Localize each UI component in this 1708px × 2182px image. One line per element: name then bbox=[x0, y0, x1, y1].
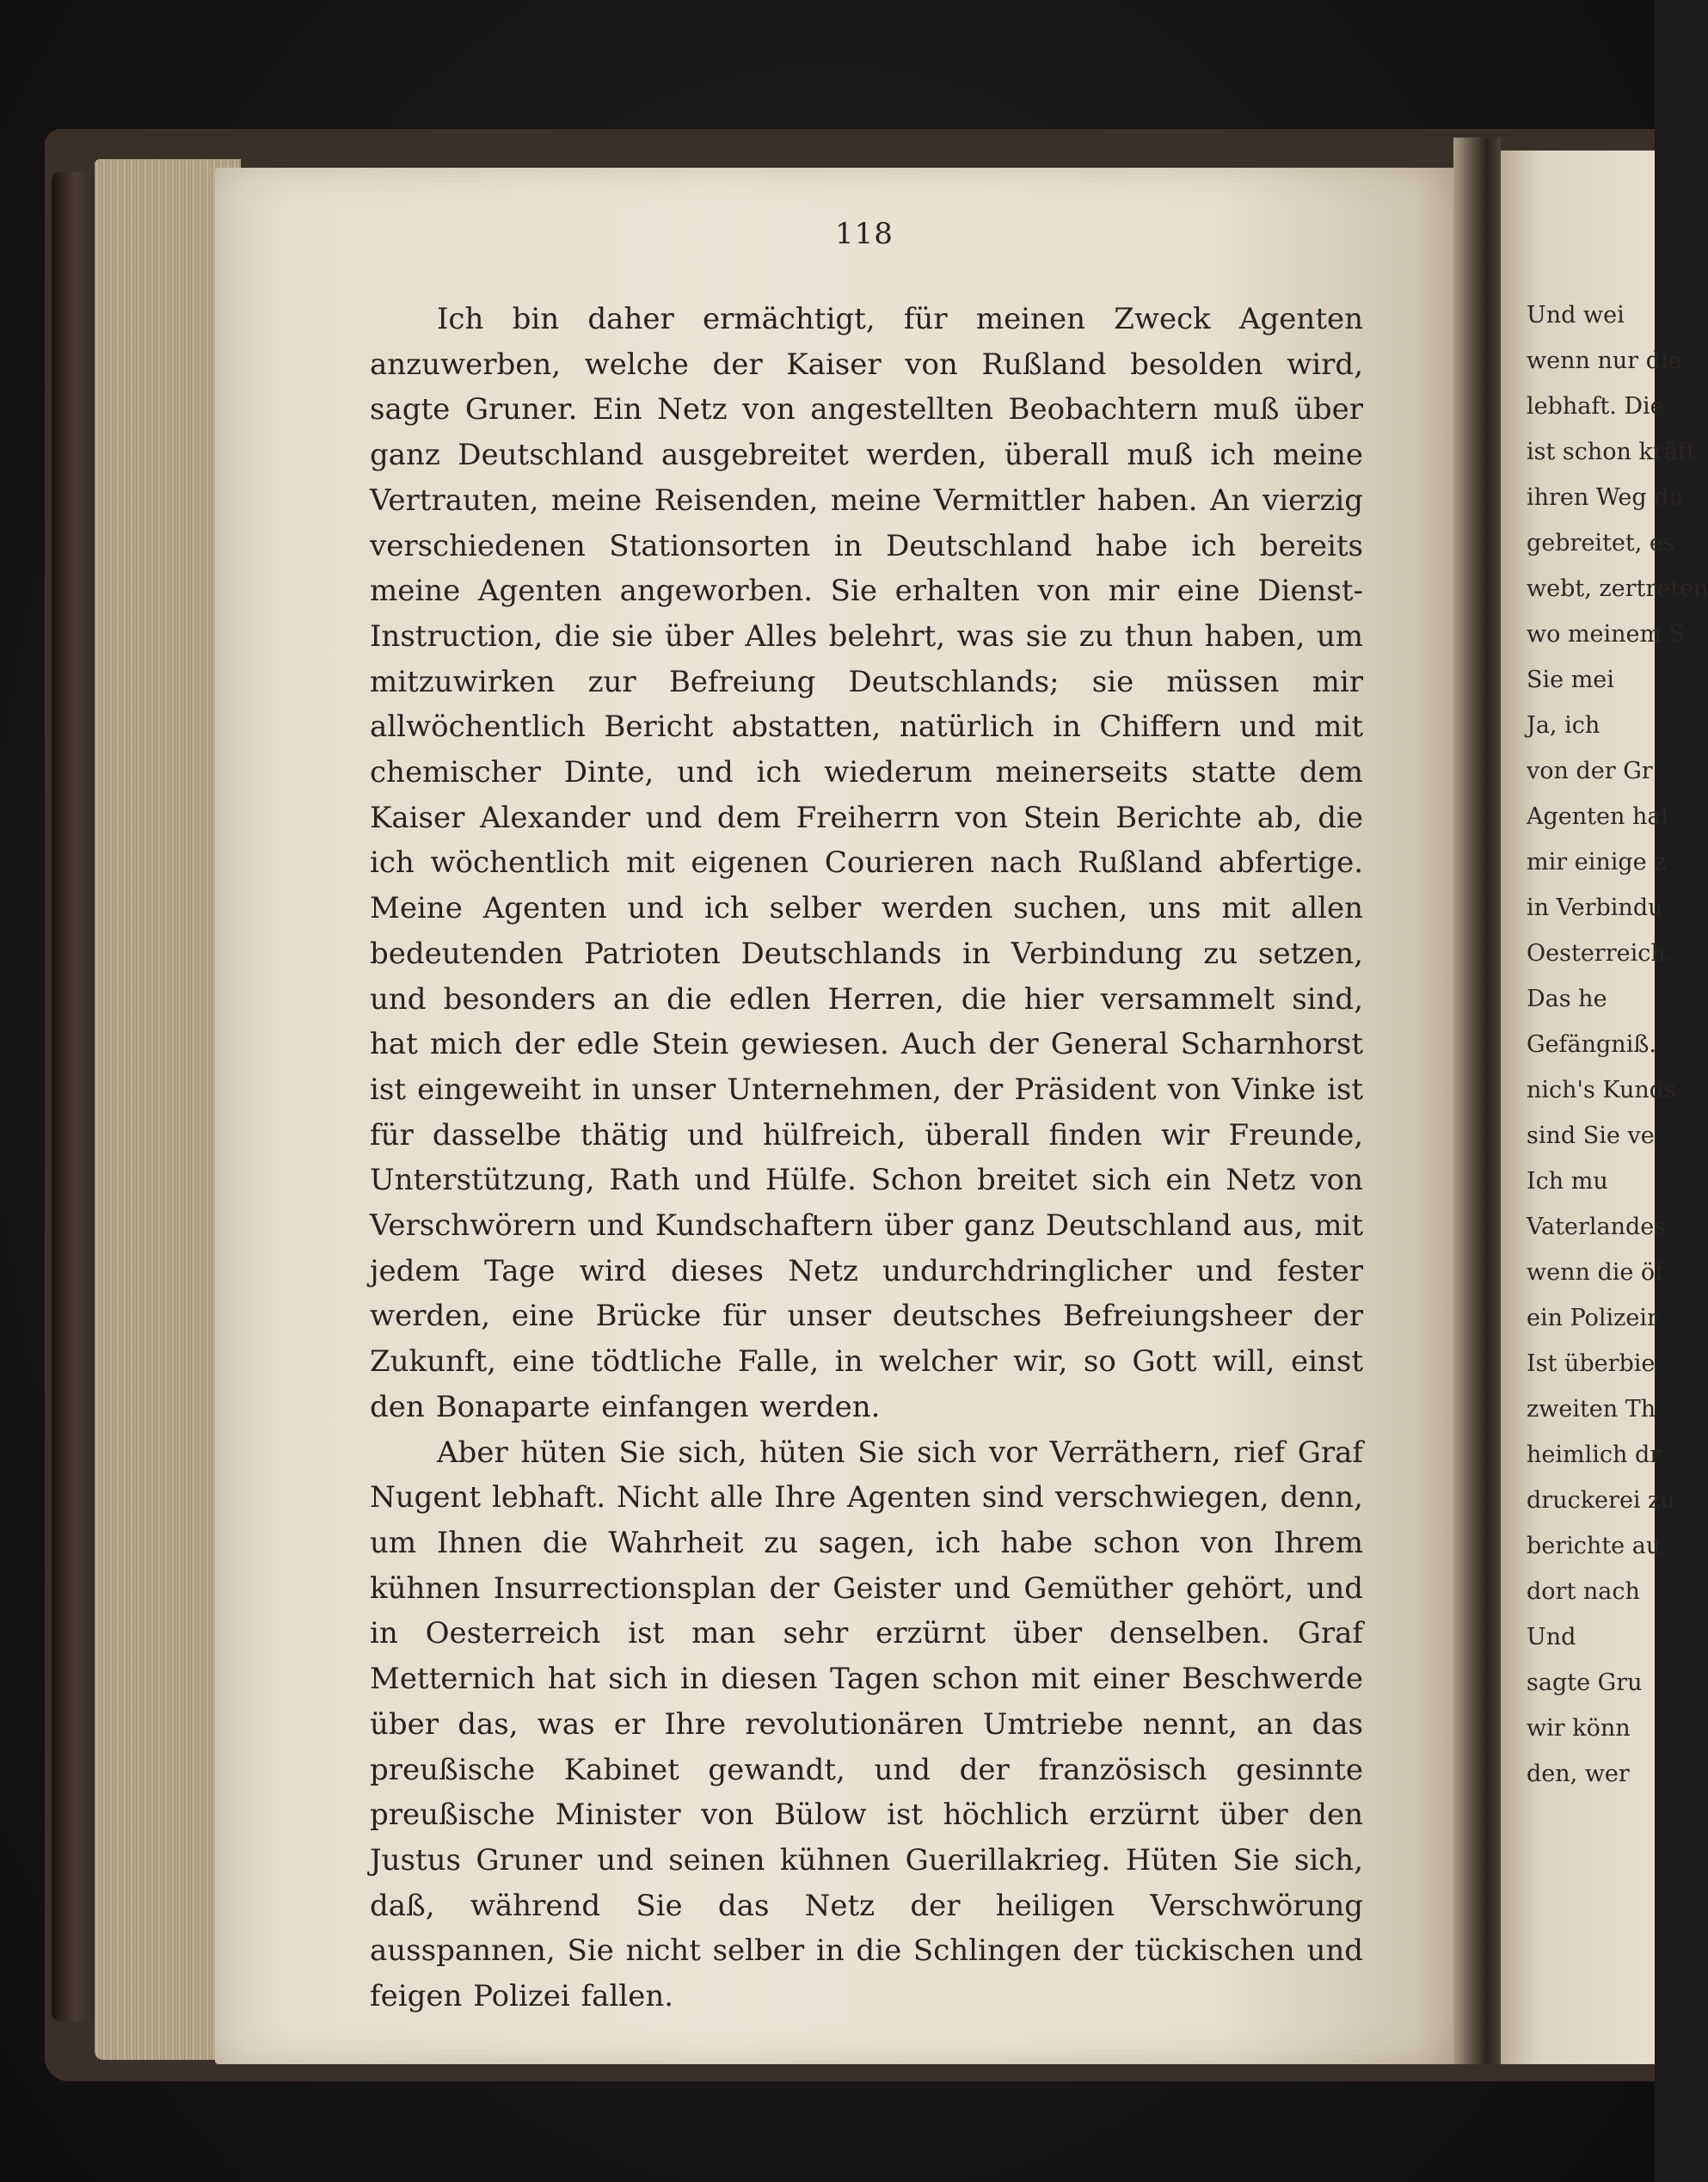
right-page-line: gebreitet, es bbox=[1527, 530, 1675, 556]
right-page-line: Agenten hal bbox=[1527, 803, 1669, 830]
right-page-line: Vaterlandes bbox=[1527, 1214, 1667, 1240]
right-page-line: webt, zertreten bbox=[1527, 575, 1708, 602]
right-page-line: sagte Gru bbox=[1527, 1669, 1643, 1696]
left-page-text bbox=[370, 297, 1363, 2019]
paragraph: Ich bin daher ermächtigt, für meinen Zweck Agenten anzuwerben, welche der Kaiser von Rußland besolden wird, sagte Gruner. Ein Netz von angestellten Beobachtern muß über ganz Deutschland ausgebreitet werden, überall muß ich meine Vertrauten, meine Reisenden, meine Vermittler haben. An vierzig verschiedenen Stationsorten in Deutschland habe ich bereits meine Agenten angeworben. Sie erhalten von mir eine Dienst-Instruction, die sie über Alles belehrt, was sie zu thun haben, um mitzuwirken zur Befreiung Deutschlands; sie müssen mir allwöchentlich Bericht abstatten, natürlich in Chiffern und mit chemischer Dinte, und ich wiederum meinerseits statte dem Kaiser Alexander und dem Freiherrn von Stein Berichte ab, die ich wöchentlich mit eigenen Courieren nach Rußland abfertige. Meine Agenten und ich selber werden suchen, uns mit allen bedeutenden Patrioten Deutschlands in Verbindung zu setzen, und besonders an die edlen Herren, die hier versammelt sind, hat mich der edle Stein gewiesen. Auch der General Scharnhorst ist eingeweiht in unser Unternehmen, der Präsident von Vinke ist für dasselbe thätig und hülfreich, überall finden wir Freunde, Unterstützung, Rath und Hülfe. Schon breitet sich ein Netz von Verschwörern und Kundschaftern über ganz Deutschland aus, mit jedem Tage wird dieses Netz undurchdringlicher und fester werden, eine Brücke für unser deutsches Befreiungsheer der Zukunft, eine tödtliche Falle, in welcher wir, so Gott will, einst den Bonaparte einfangen werden. bbox=[370, 302, 1363, 1424]
right-page-line: nich's Kunds bbox=[1527, 1077, 1676, 1103]
right-page-line: in Verbindu bbox=[1527, 894, 1663, 921]
page-number: 118 bbox=[835, 217, 894, 251]
right-page-line: ein Polizeir bbox=[1527, 1305, 1658, 1331]
right-page-line: ist schon kräft bbox=[1527, 439, 1696, 465]
book-gutter bbox=[1453, 138, 1501, 2064]
right-page-line: Oesterreich. bbox=[1527, 940, 1674, 967]
right-page-line: Das he bbox=[1527, 986, 1607, 1012]
right-page-line: dort nach bbox=[1527, 1578, 1640, 1605]
right-page-line: heimlich dr bbox=[1527, 1441, 1662, 1468]
right-page-line: zweiten Th bbox=[1527, 1396, 1656, 1423]
right-page-line: Ich mu bbox=[1527, 1168, 1608, 1195]
right-page-line: Ja, ich bbox=[1527, 712, 1600, 739]
right-page-line: ihren Weg du bbox=[1527, 484, 1684, 511]
right-page-line: den, wer bbox=[1527, 1761, 1630, 1787]
paragraph: Aber hüten Sie sich, hüten Sie sich vor Verräthern, rief Graf Nugent lebhaft. Nicht alle Ihre Agenten sind verschwiegen, denn, um Ihnen die Wahrheit zu sagen, ich habe schon von Ihrem kühnen Insurrectionsplan der Geister und Gemüther gehört, und in Oesterreich ist man sehr erzürnt über denselben. Graf Metternich hat sich in diesen Tagen schon mit einer Beschwerde über das, was er Ihre revolutionären Umtriebe nennt, an das preußische Kabinet gewandt, und der französisch gesinnte preußische Minister von Bülow ist höchlich erzürnt über den Justus Gruner und seinen kühnen Guerillakrieg. Hüten Sie sich, daß, während Sie das Netz der heiligen Verschwörung ausspannen, Sie nicht selber in die Schlingen der tückischen und feigen Polizei fallen. bbox=[370, 1435, 1363, 2014]
right-page-line: sind Sie ve bbox=[1527, 1122, 1655, 1149]
right-page-line: Gefängniß. bbox=[1527, 1031, 1656, 1058]
right-page-line: Ist überbie bbox=[1527, 1350, 1656, 1377]
right-page-line: Und bbox=[1527, 1624, 1576, 1650]
right-page-line: wenn nur die bbox=[1527, 347, 1682, 374]
right-page-line: druckerei zu bbox=[1527, 1487, 1675, 1514]
right-page-line: Und wei bbox=[1527, 302, 1625, 329]
right-page-line: berichte au bbox=[1527, 1533, 1662, 1559]
right-page-line: wo meinem S bbox=[1527, 621, 1686, 648]
right-page-line: von der Gr bbox=[1527, 758, 1653, 784]
right-page-line: wir könn bbox=[1527, 1715, 1631, 1742]
right-page-line: wenn die öf bbox=[1527, 1259, 1664, 1286]
right-page-line: lebhaft. Die bbox=[1527, 393, 1664, 420]
right-page-text bbox=[1527, 292, 1708, 1797]
right-page-line: mir einige z bbox=[1527, 849, 1667, 876]
right-page-line: Sie mei bbox=[1527, 667, 1614, 693]
